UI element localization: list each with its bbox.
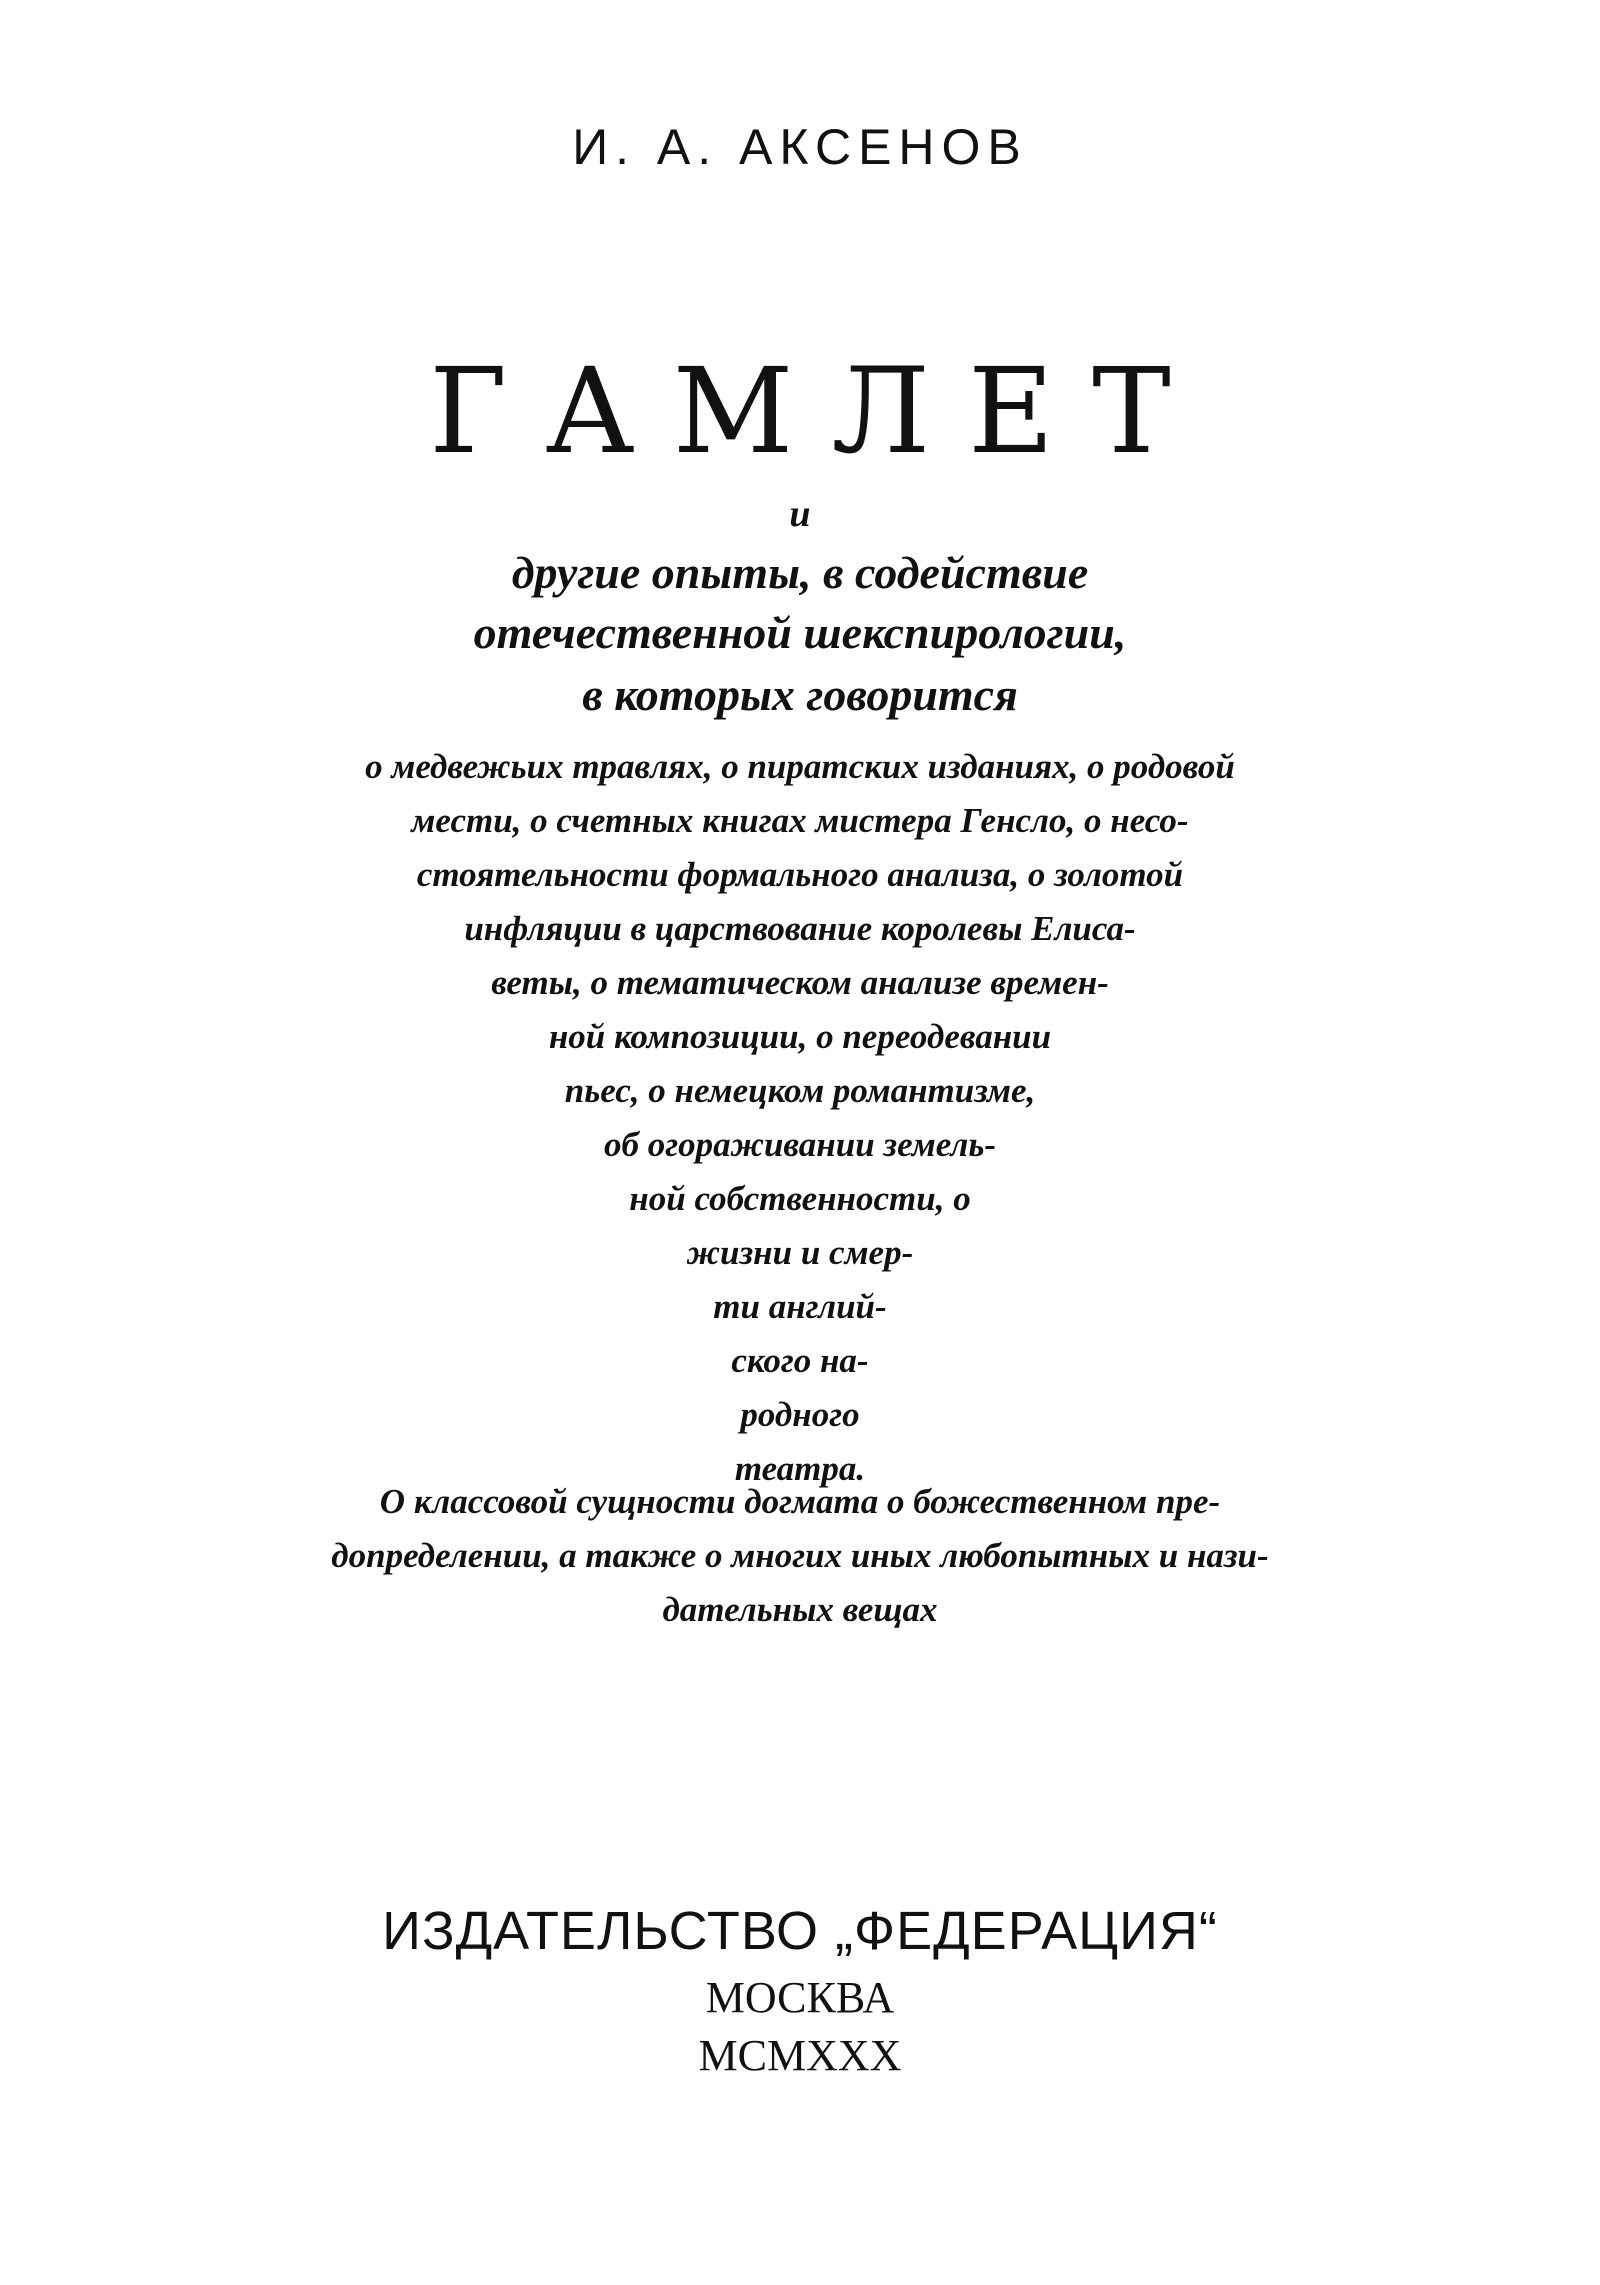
topics-line: ной композиции, о переодевании [548, 1017, 1052, 1056]
topics-list [0, 740, 1600, 1496]
topics-line: ти англий- [713, 1287, 887, 1326]
publication-year: MCMXXX [698, 2031, 902, 2080]
topics-line: инфляции в царствование королевы Елиса- [464, 909, 1136, 948]
topics-line: ского на- [731, 1341, 869, 1380]
topics-line: об огораживании земель- [603, 1125, 996, 1164]
topics-line: жизни и смер- [686, 1233, 914, 1272]
conclusion-text [0, 1475, 1600, 1637]
topics-line: родного [740, 1395, 860, 1434]
conclusion-line: допределении, а также о многих иных любопытных и нази- [331, 1536, 1269, 1575]
subtitle-line-2: отечественной шекспирологии, [473, 607, 1127, 658]
topics-line: веты, о тематическом анализе времен- [491, 963, 1109, 1002]
publisher-name: ИЗДАТЕЛЬСТВО „ФЕДЕРАЦИЯ“ [382, 1901, 1218, 1961]
subtitle-line-3: в которых говорится [582, 669, 1018, 720]
subtitle-line-1: другие опыты, в содействие [511, 547, 1089, 598]
topics-line: мести, о счетных книгах мистера Генсло, о несо- [411, 801, 1189, 840]
topics-line: театра. [734, 1449, 866, 1488]
conclusion-line: О классовой сущности догмата о божественном пре- [379, 1482, 1221, 1521]
book-title: ГАМЛЕТ [429, 342, 1209, 480]
publisher-city: МОСКВА [705, 1973, 895, 2022]
subtitle-conjunction: и [789, 493, 811, 535]
conclusion-line: дательных вещах [662, 1590, 938, 1629]
topics-line: пьес, о немецком романтизме, [564, 1071, 1036, 1110]
topics-line: о медвежьих травлях, о пиратских изданиях, о родовой [365, 747, 1235, 786]
author-name: И. А. АКСЕНОВ [572, 119, 1028, 175]
topics-line: ной собственности, о [629, 1179, 971, 1218]
topics-line: стоятельности формального анализа, о золотой [416, 855, 1184, 894]
